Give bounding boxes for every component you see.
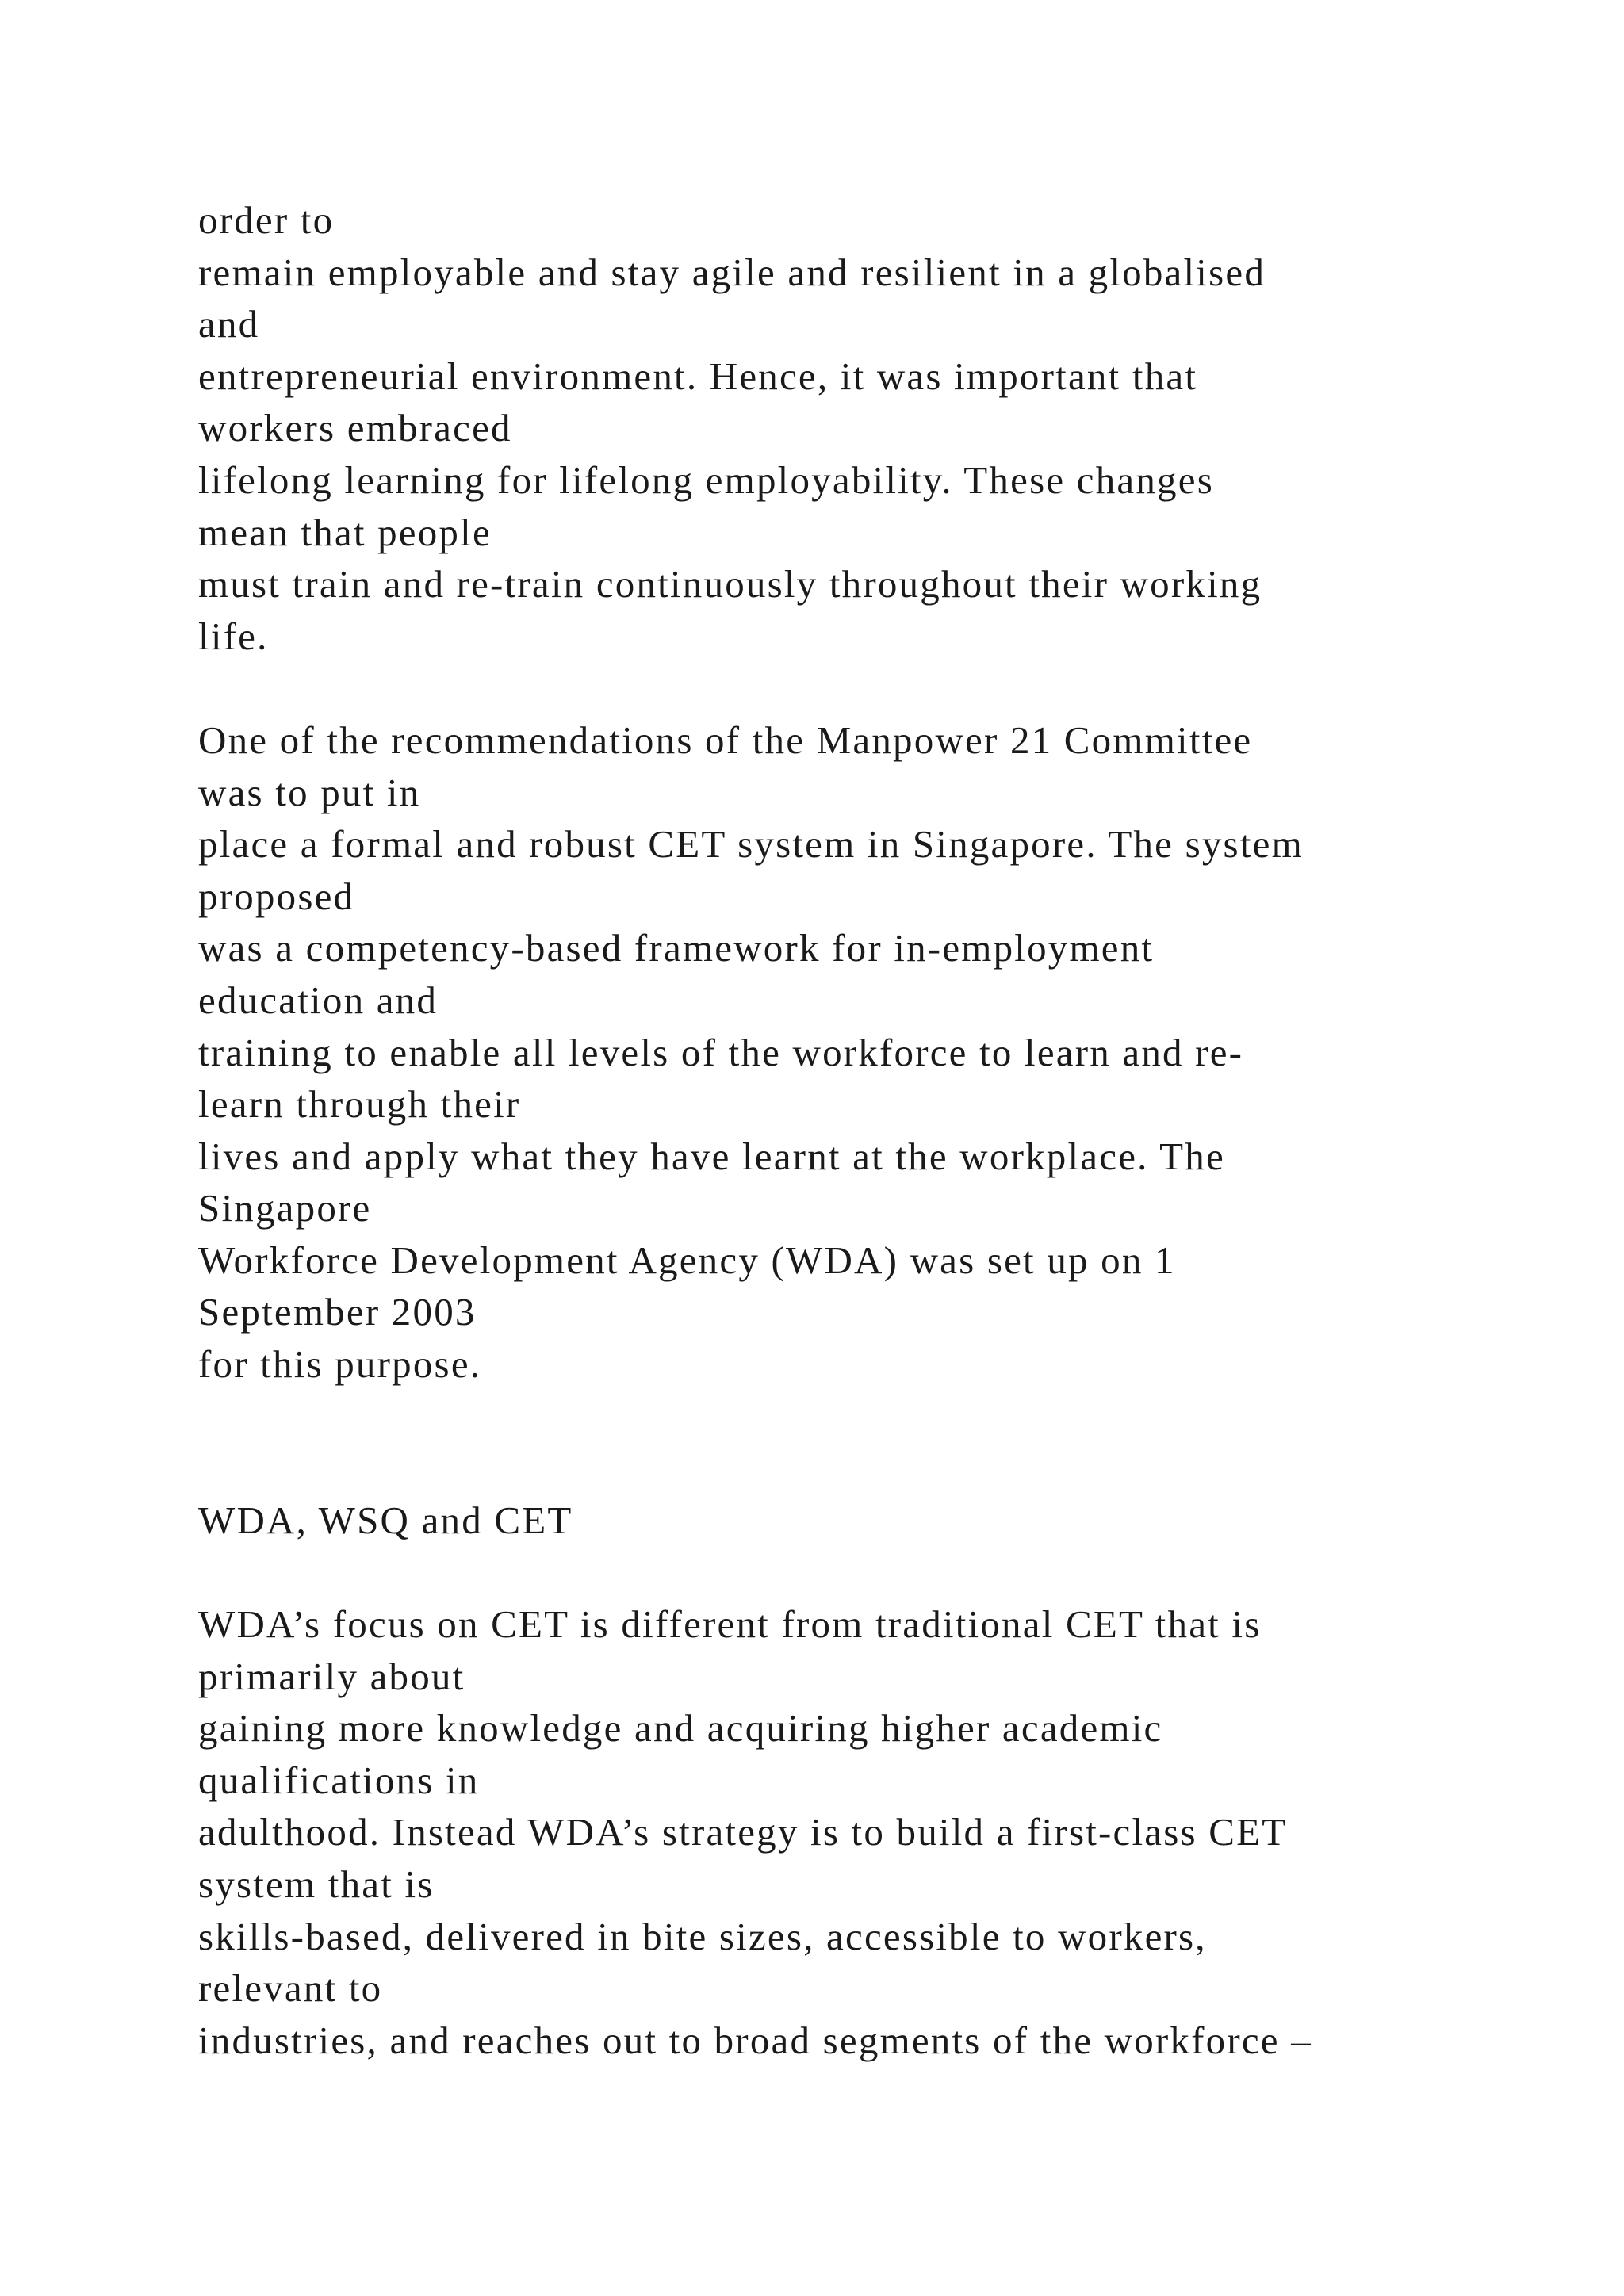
text-line: proposed — [198, 874, 355, 918]
text-line: must train and re-train continuously throughout their working — [198, 562, 1262, 607]
text-line: was to put in — [198, 770, 421, 814]
text-line: September 2003 — [198, 1290, 477, 1334]
text-line: lifelong learning for lifelong employability. These changes — [198, 457, 1214, 502]
text-line: qualifications in — [198, 1758, 480, 1802]
text-line: WDA’s focus on CET is different from traditional CET that is — [198, 1602, 1262, 1647]
text-line: mean that people — [198, 510, 492, 554]
text-line: life. — [198, 614, 269, 658]
text-line: learn through their — [198, 1082, 521, 1127]
paragraph-spacer — [198, 1442, 1546, 1494]
text-line: One of the recommendations of the Manpower 21 Committee — [198, 718, 1253, 762]
text-line: entrepreneurial environment. Hence, it was important that — [198, 354, 1198, 398]
text-line: training to enable all levels of the workforce to learn and re- — [198, 1030, 1244, 1074]
text-line: place a formal and robust CET system in Singapore. The system — [198, 822, 1304, 867]
text-line: system that is — [198, 1862, 435, 1906]
text-line: Workforce Development Agency (WDA) was set up on 1 — [198, 1238, 1176, 1282]
text-line: was a competency-based framework for in-employment — [198, 926, 1155, 970]
document-body — [198, 194, 1546, 2066]
text-line: gaining more knowledge and acquiring higher academic — [198, 1706, 1163, 1751]
text-line: adulthood. Instead WDA’s strategy is to build a first-class CET — [198, 1810, 1288, 1854]
text-line: order to — [198, 198, 335, 242]
text-line: lives and apply what they have learnt at the workplace. The — [198, 1134, 1225, 1178]
text-line: remain employable and stay agile and resilient in a globalised — [198, 250, 1266, 294]
text-line: industries, and reaches out to broad segments of the workforce – — [198, 2018, 1312, 2062]
text-line: for this purpose. — [198, 1342, 482, 1387]
text-line: and — [198, 302, 260, 346]
paragraph-spacer — [198, 1391, 1546, 1443]
text-line: education and — [198, 978, 439, 1022]
text-line: primarily about — [198, 1654, 465, 1698]
paragraph-spacer — [198, 1546, 1546, 1598]
paragraph-spacer — [198, 662, 1546, 714]
text-line: skills-based, delivered in bite sizes, accessible to workers, — [198, 1914, 1207, 1958]
text-line: workers embraced — [198, 406, 512, 450]
section-heading: WDA, WSQ and CET — [198, 1498, 573, 1542]
text-line: relevant to — [198, 1966, 383, 2011]
text-line: Singapore — [198, 1186, 372, 1230]
